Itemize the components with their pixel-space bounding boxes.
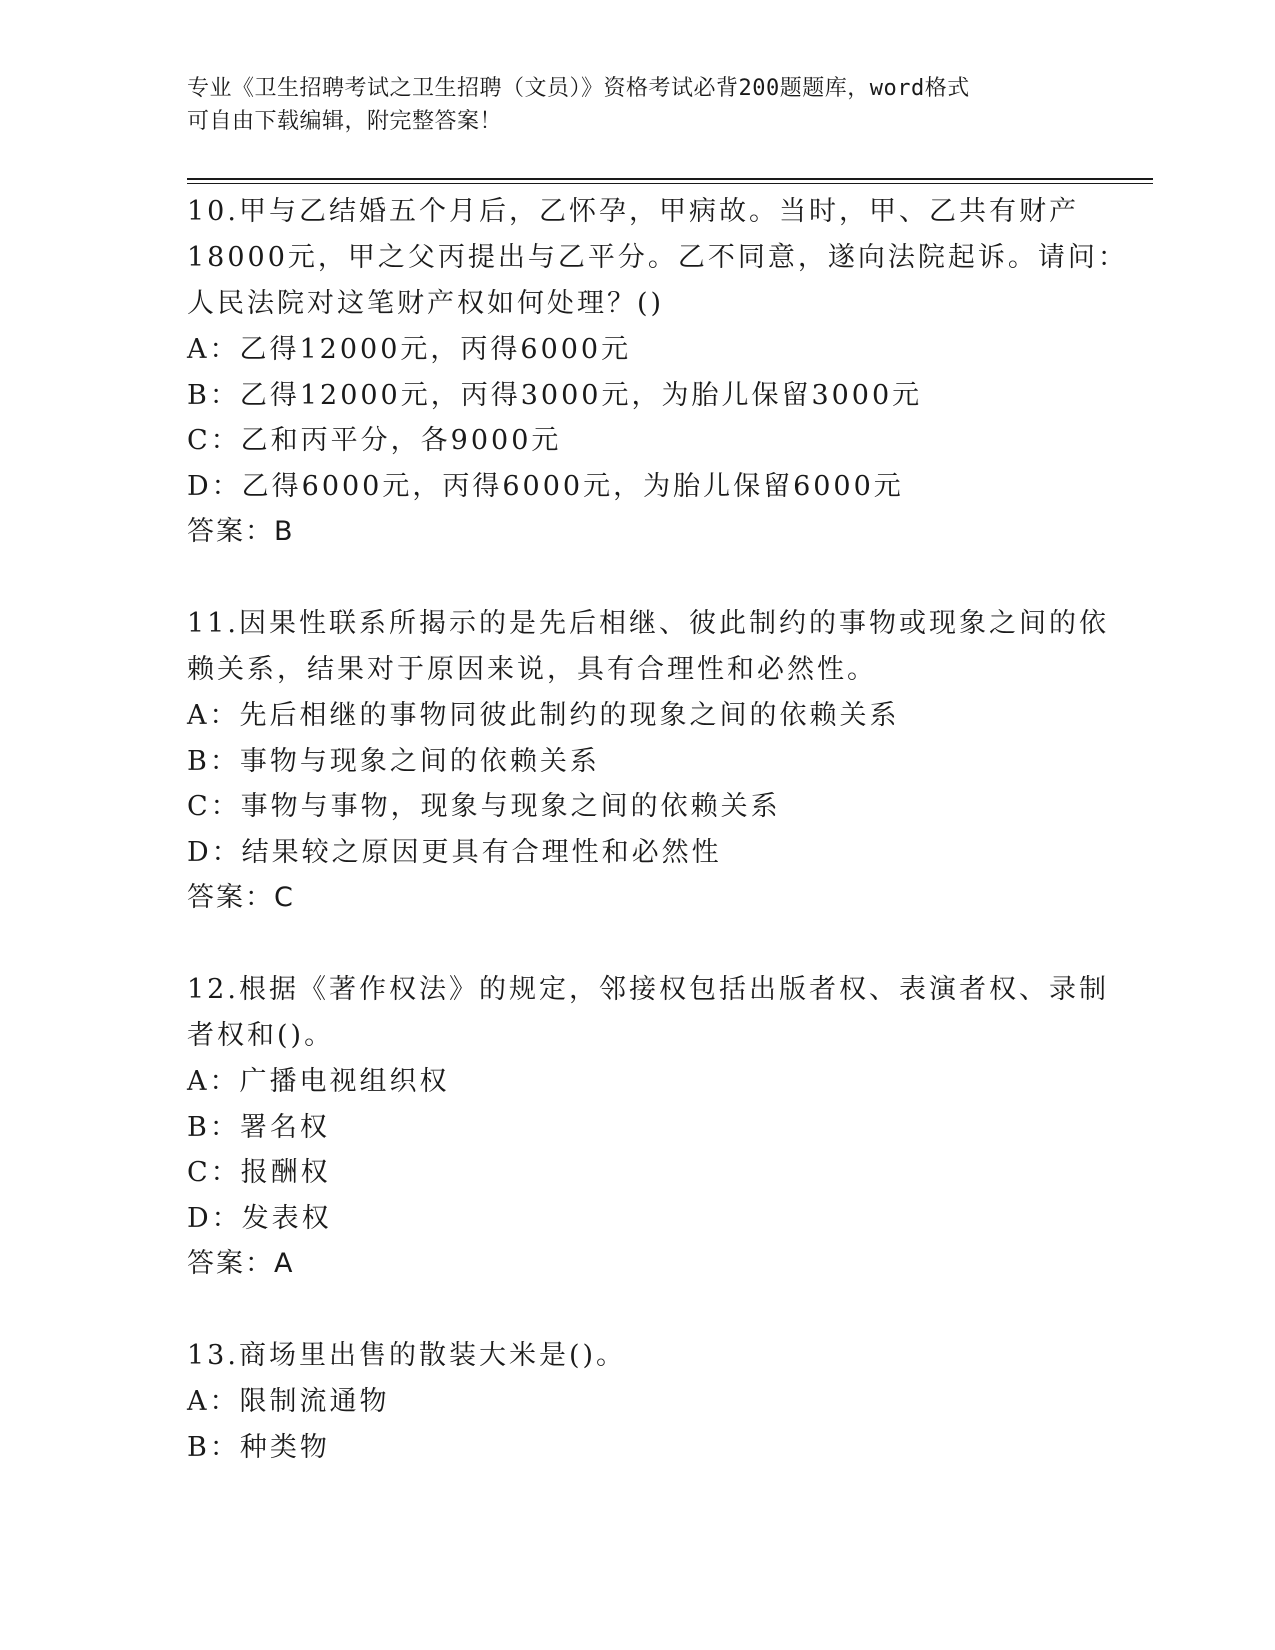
question-text-line: 赖关系，结果对于原因来说，具有合理性和必然性。 [187,654,877,685]
option-c: C：事物与事物，现象与现象之间的依赖关系 [187,791,781,822]
option-d: D：发表权 [187,1202,332,1234]
option-a: A：乙得12000元，丙得6000元 [187,334,632,365]
answer-line: 答案：B [187,516,295,547]
header-divider-thin [187,183,1153,184]
option-d: D：乙得6000元，丙得6000元，为胎儿保留6000元 [187,470,904,502]
question-text-line: 人民法院对这笔财产权如何处理？() [187,288,665,319]
option-a: A：广播电视组织权 [187,1066,450,1097]
question-text-line: 12.根据《著作权法》的规定，邻接权包括出版者权、表演者权、录制 [187,974,1109,1005]
option-b: B：事物与现象之间的依赖关系 [187,745,600,777]
option-a: A：先后相继的事物同彼此制约的现象之间的依赖关系 [187,700,900,731]
question-12 [187,967,1109,1287]
option-b: B：乙得12000元，丙得3000元，为胎儿保留3000元 [187,379,923,411]
question-text-line: 13.商场里出售的散装大米是()。 [187,1340,627,1371]
question-text-line: 者权和()。 [187,1020,335,1051]
question-13 [187,1333,1087,1470]
answer-line: 答案：C [187,882,295,913]
answer-line: 答案：A [187,1248,295,1279]
header-divider-thick [187,178,1153,180]
question-text-line: 10.甲与乙结婚五个月后，乙怀孕，甲病故。当时，甲、乙共有财产 [187,196,1079,227]
question-text-line: 11.因果性联系所揭示的是先后相继、彼此制约的事物或现象之间的依 [187,608,1109,639]
question-11 [187,601,1109,921]
option-c: C：乙和丙平分，各9000元 [187,425,562,456]
header-line-2: 可自由下载编辑，附完整答案！ [187,109,503,134]
question-list [187,189,1128,1516]
option-a: A：限制流通物 [187,1386,390,1417]
option-b: B：署名权 [187,1111,330,1143]
option-b: B：种类物 [187,1431,330,1463]
question-10 [187,189,1128,555]
question-text-line: 18000元，甲之父丙提出与乙平分。乙不同意，遂向法院起诉。请问： [187,242,1128,273]
option-c: C：报酬权 [187,1157,331,1188]
header-line-1: 专业《卫生招聘考试之卫生招聘（文员）》资格考试必背200题题库，word格式 [187,76,970,101]
option-d: D：结果较之原因更具有合理性和必然性 [187,836,722,868]
document-header [187,72,1067,138]
